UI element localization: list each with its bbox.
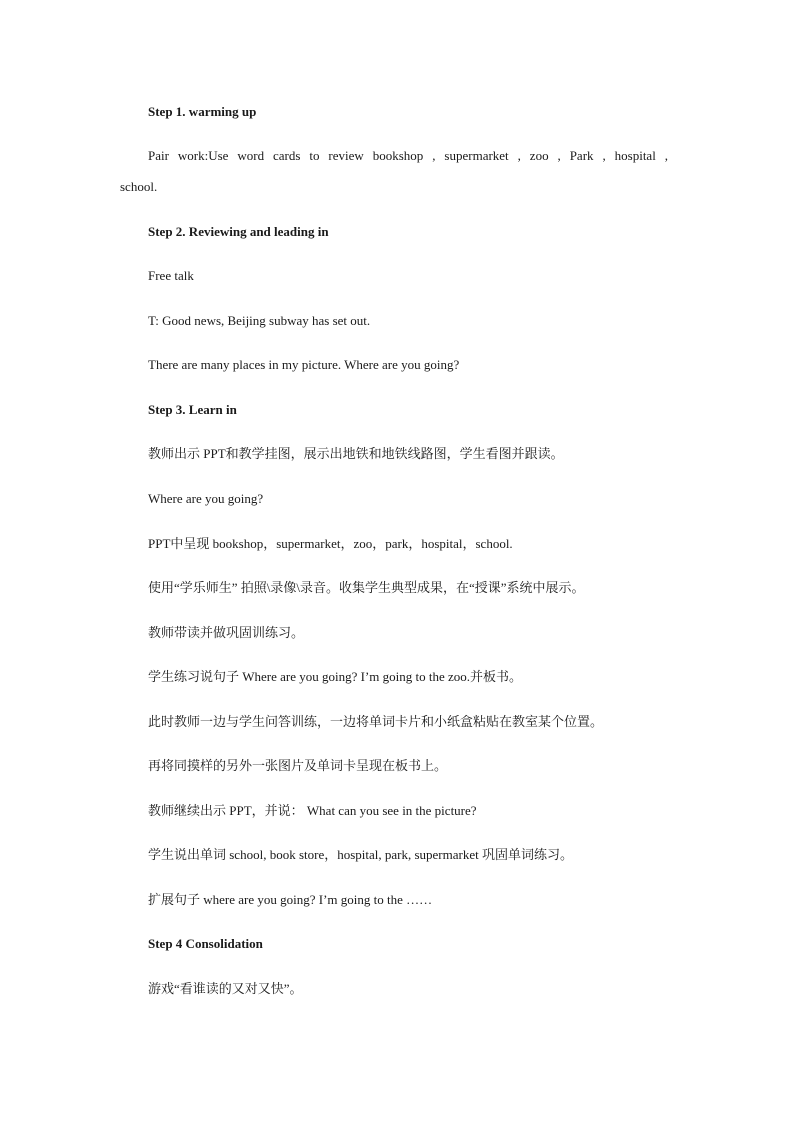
- body-line-xuele: 使用“学乐师生” 拍照\录像\录音。收集学生典型成果，在“授课”系统中展示。: [148, 580, 585, 595]
- body-line-game: 游戏“看谁读的又对又快”。: [148, 981, 303, 996]
- body-line-teacher-reading: 教师带读并做巩固训练习。: [148, 625, 305, 640]
- body-line-qa-training: 此时教师一边与学生问答训练，一边将单词卡片和小纸盒粘贴在教室某个位置。: [148, 714, 604, 729]
- body-line-continue-ppt: 教师继续出示 PPT，并说： What can you see in the picture?: [148, 803, 477, 818]
- body-line-same-picture: 再将同摸样的另外一张图片及单词卡呈现在板书上。: [148, 758, 448, 773]
- body-line-student-sentences: 学生练习说句子 Where are you going? I’m going to the zoo.并板书。: [148, 669, 523, 684]
- step3-heading: Step 3. Learn in: [148, 402, 237, 417]
- body-line-ppt-map: 教师出示 PPT和教学挂图，展示出地铁和地铁线路图，学生看图并跟读。: [148, 446, 564, 461]
- places-question-line: There are many places in my picture. Where are you going?: [148, 357, 460, 372]
- body-line-student-words: 学生说出单词 school, book store，hospital, park, supermarket 巩固单词练习。: [148, 847, 573, 862]
- pair-work-paragraph-line2: school.: [120, 179, 158, 194]
- teacher-line: T: Good news, Beijing subway has set out.: [148, 313, 371, 328]
- body-line-ppt-words: PPT中呈现 bookshop，supermarket，zoo，park，hospital，school.: [148, 536, 513, 551]
- step4-heading: Step 4 Consolidation: [148, 936, 263, 951]
- pair-work-paragraph-line1: Pair work:Use word cards to review bookshop , supermarket , zoo , Park , hospital ,: [148, 148, 668, 163]
- step2-heading: Step 2. Reviewing and leading in: [148, 224, 329, 239]
- free-talk-line: Free talk: [148, 268, 194, 283]
- body-line-where-going: Where are you going?: [148, 491, 264, 506]
- step1-heading: Step 1. warming up: [148, 104, 257, 119]
- body-line-extend-sentence: 扩展句子 where are you going? I’m going to the ……: [148, 892, 433, 907]
